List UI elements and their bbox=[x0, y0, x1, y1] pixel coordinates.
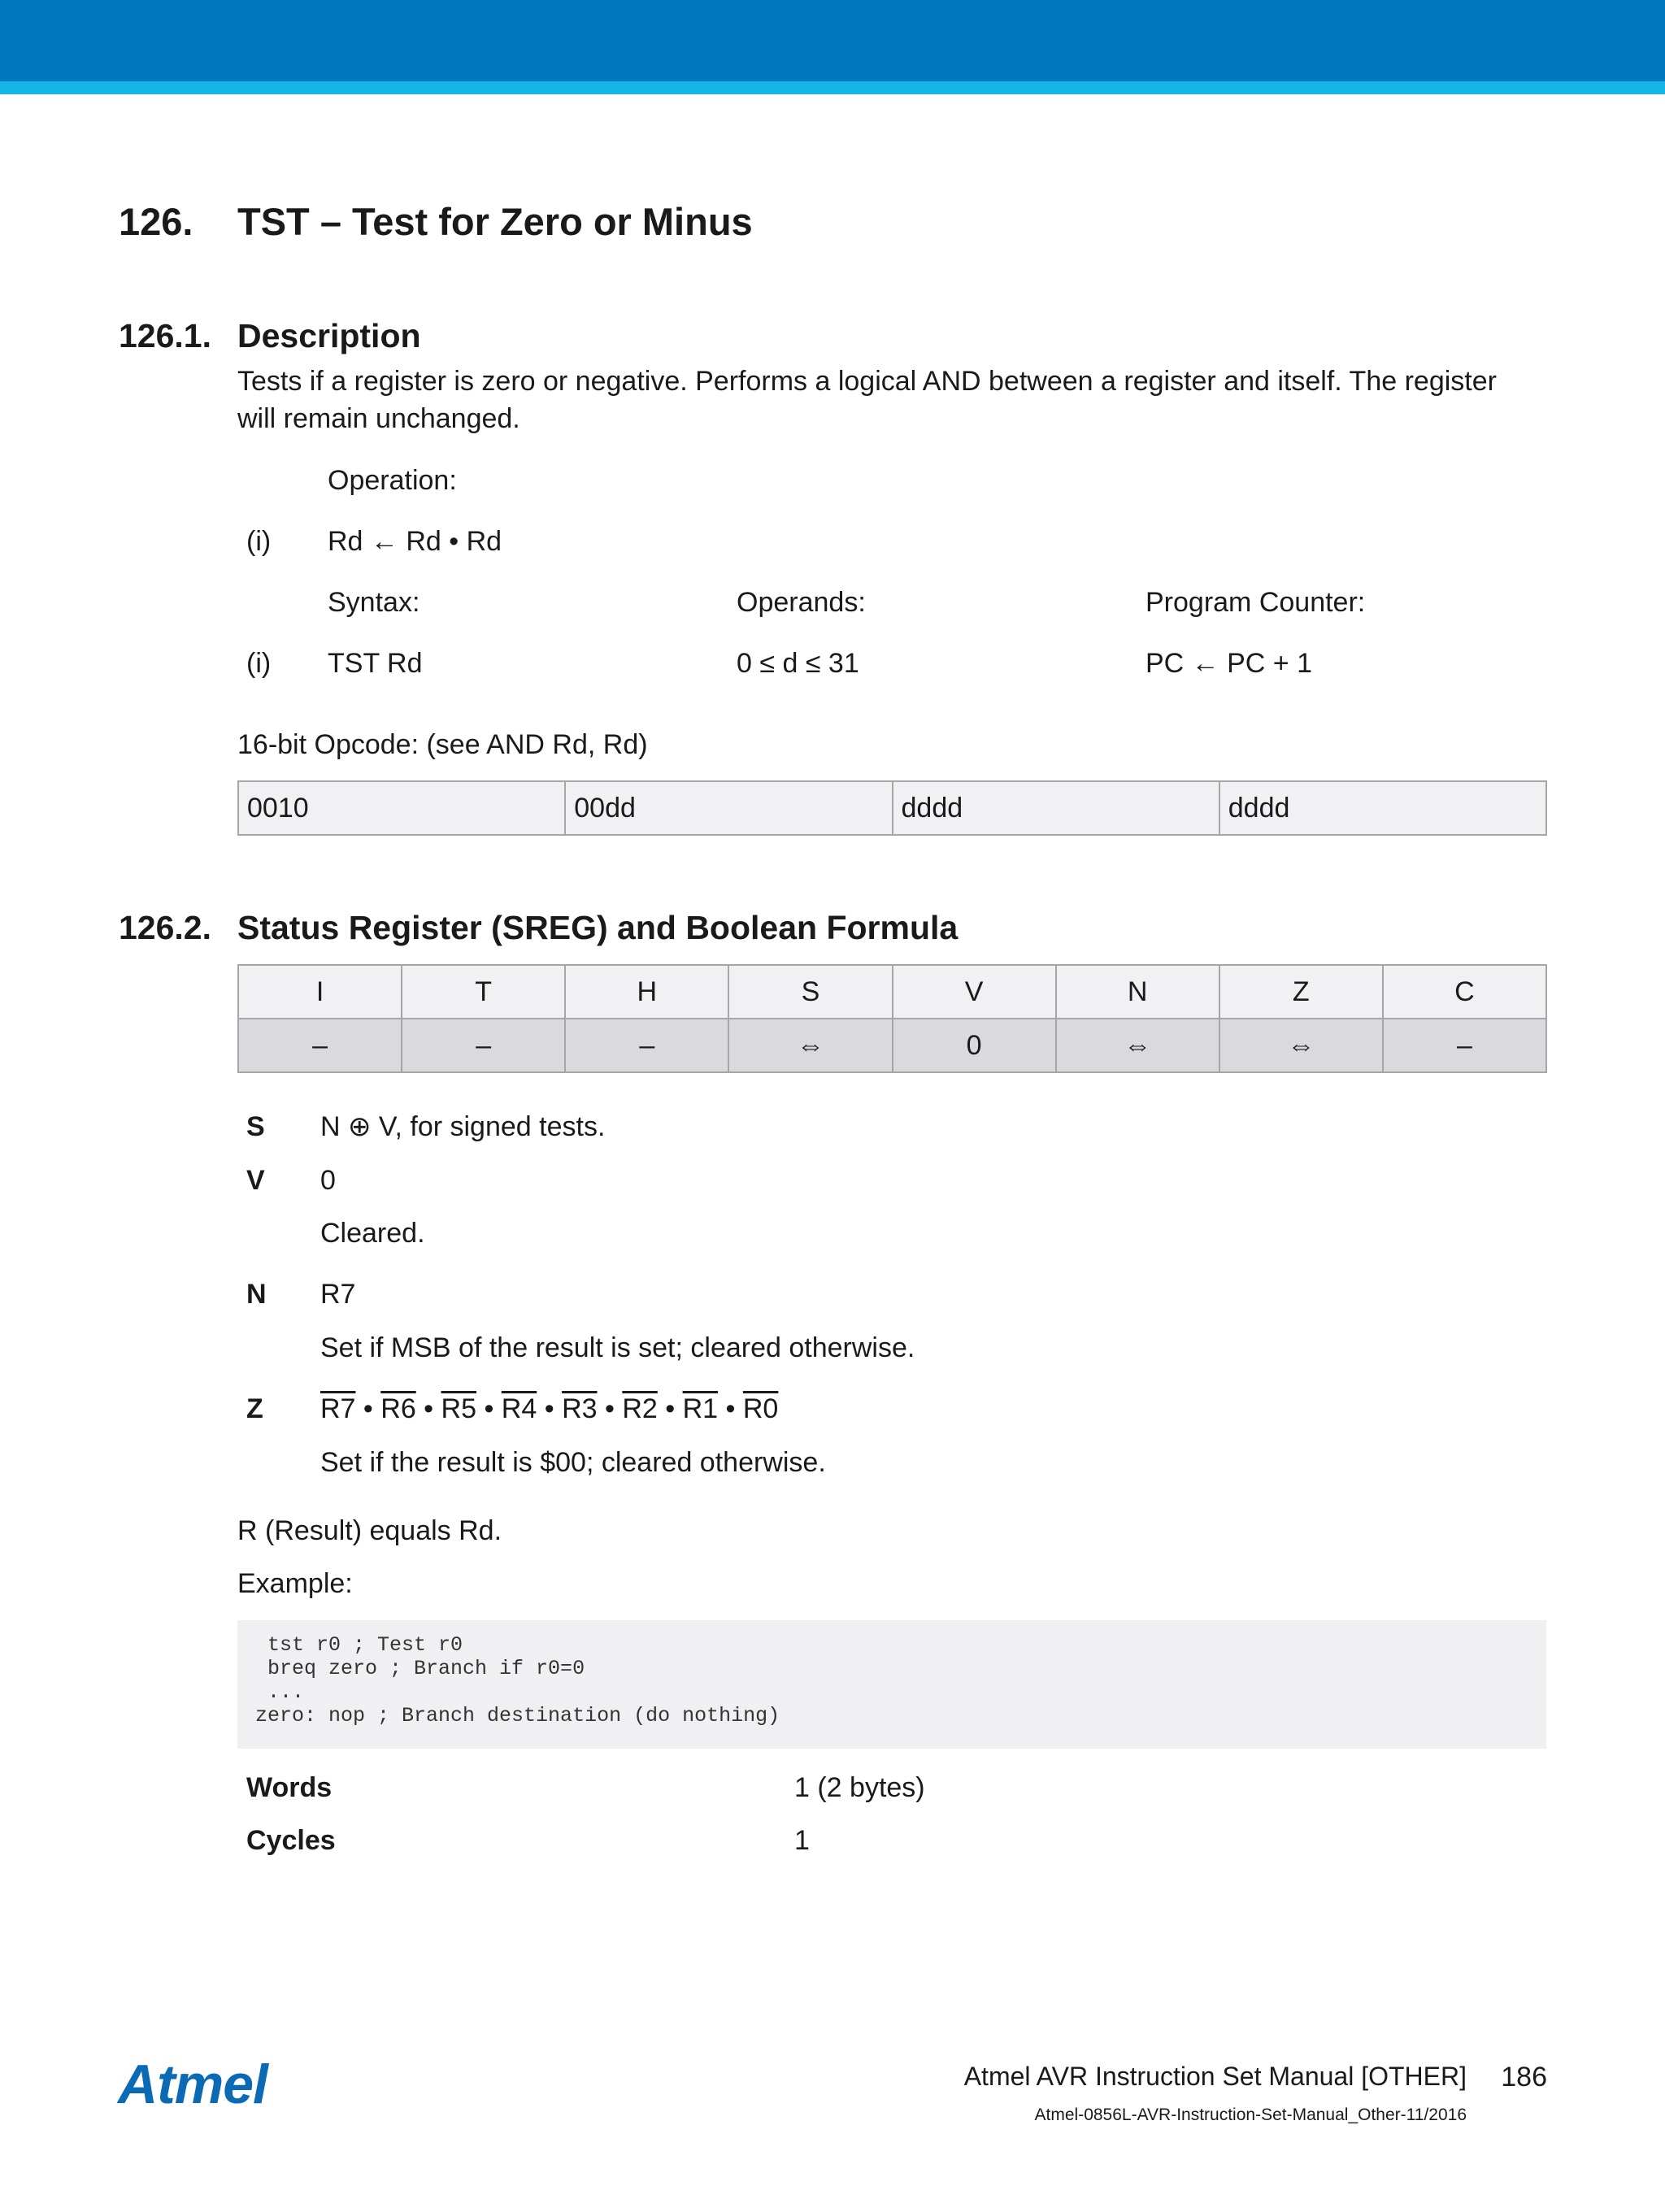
opcode-cell: 00dd bbox=[565, 781, 892, 835]
flag-z-formula bbox=[320, 1390, 778, 1428]
sreg-flag-header: I bbox=[238, 965, 402, 1019]
atmel-logo: Atmel bbox=[118, 2053, 267, 2115]
operation-label: Operation: bbox=[328, 465, 457, 496]
section-number: 126. bbox=[119, 200, 193, 243]
z-term: R3 bbox=[562, 1393, 598, 1424]
cycles-label: Cycles bbox=[246, 1825, 336, 1856]
sreg-flag-header: V bbox=[893, 965, 1056, 1019]
z-separator: • bbox=[537, 1393, 563, 1424]
flag-s-label: S bbox=[246, 1111, 265, 1142]
footer-page-number: 186 bbox=[1501, 2062, 1547, 2092]
sreg-flag-value: – bbox=[565, 1019, 728, 1072]
description-text-line1: Tests if a register is zero or negative. Performs a logical AND between a register and itself. The register bbox=[237, 366, 1497, 397]
opcode-cell: 0010 bbox=[238, 781, 565, 835]
z-separator: • bbox=[718, 1393, 743, 1424]
sreg-flag-header: N bbox=[1056, 965, 1219, 1019]
header-stripe bbox=[0, 81, 1665, 94]
z-separator: • bbox=[597, 1393, 623, 1424]
z-term: R4 bbox=[501, 1393, 537, 1424]
operation-index: (i) bbox=[246, 526, 272, 557]
flag-v-description: Cleared. bbox=[320, 1218, 425, 1249]
opcode-table bbox=[237, 780, 1547, 836]
code-example bbox=[255, 1633, 780, 1727]
z-term: R7 bbox=[320, 1393, 356, 1424]
sreg-flag-header: S bbox=[728, 965, 892, 1019]
syntax-index: (i) bbox=[246, 648, 272, 679]
code-line: zero: nop ; Branch destination (do nothing) bbox=[255, 1704, 780, 1727]
sreg-heading: Status Register (SREG) and Boolean Formula bbox=[237, 909, 959, 946]
sreg-flag-value: ⇔ bbox=[1056, 1019, 1219, 1072]
description-heading: Description bbox=[237, 317, 421, 354]
sreg-flag-value: 0 bbox=[893, 1019, 1056, 1072]
z-term: R2 bbox=[622, 1393, 658, 1424]
code-line: tst r0 ; Test r0 bbox=[255, 1633, 463, 1657]
code-line: breq zero ; Branch if r0=0 bbox=[255, 1657, 585, 1680]
opcode-cell: dddd bbox=[893, 781, 1219, 835]
z-term: R5 bbox=[441, 1393, 476, 1424]
z-separator: • bbox=[657, 1393, 683, 1424]
z-term: R6 bbox=[380, 1393, 416, 1424]
section-title: TST – Test for Zero or Minus bbox=[237, 200, 753, 243]
z-separator: • bbox=[476, 1393, 502, 1424]
sreg-flag-header: T bbox=[402, 965, 565, 1019]
sreg-flag-header: Z bbox=[1219, 965, 1383, 1019]
footer-doc-id: Atmel-0856L-AVR-Instruction-Set-Manual_Other-11/2016 bbox=[1034, 2106, 1467, 2124]
z-separator: • bbox=[415, 1393, 441, 1424]
code-example-block bbox=[237, 1620, 1546, 1749]
description-number: 126.1. bbox=[119, 317, 211, 354]
sreg-flag-header: H bbox=[565, 965, 728, 1019]
flag-n-label: N bbox=[246, 1279, 267, 1310]
flag-v-formula: 0 bbox=[320, 1165, 336, 1196]
z-term: R0 bbox=[742, 1393, 779, 1424]
operands-label: Operands: bbox=[737, 587, 866, 618]
flag-v-label: V bbox=[246, 1165, 265, 1196]
program-counter-value: PC ← PC + 1 bbox=[1146, 648, 1313, 679]
cycles-value: 1 bbox=[794, 1825, 810, 1856]
syntax-label: Syntax: bbox=[328, 587, 420, 618]
sreg-flag-value: ⇔ bbox=[728, 1019, 892, 1072]
words-label: Words bbox=[246, 1772, 333, 1803]
program-counter-label: Program Counter: bbox=[1146, 587, 1366, 618]
sreg-flag-value: – bbox=[402, 1019, 565, 1072]
code-line: ... bbox=[255, 1680, 305, 1704]
sreg-flag-value: – bbox=[1383, 1019, 1546, 1072]
result-note: R (Result) equals Rd. bbox=[237, 1515, 502, 1546]
example-label: Example: bbox=[237, 1568, 353, 1599]
flag-n-formula: R7 bbox=[320, 1279, 356, 1310]
sreg-flag-value: ⇔ bbox=[1219, 1019, 1383, 1072]
opcode-cell: dddd bbox=[1219, 781, 1546, 835]
header-bar bbox=[0, 0, 1665, 81]
z-separator: • bbox=[355, 1393, 381, 1424]
flag-n-description: Set if MSB of the result is set; cleared otherwise. bbox=[320, 1332, 915, 1363]
footer-manual-title: Atmel AVR Instruction Set Manual [OTHER] bbox=[963, 2062, 1467, 2091]
sreg-table bbox=[237, 964, 1547, 1073]
flag-z-label: Z bbox=[246, 1393, 263, 1424]
sreg-flag-value: – bbox=[238, 1019, 402, 1072]
syntax-value: TST Rd bbox=[328, 648, 423, 679]
opcode-label: 16-bit Opcode: (see AND Rd, Rd) bbox=[237, 729, 648, 760]
sreg-flag-header: C bbox=[1383, 965, 1546, 1019]
operands-value: 0 ≤ d ≤ 31 bbox=[737, 648, 859, 679]
flag-z-description: Set if the result is $00; cleared otherwise. bbox=[320, 1447, 826, 1478]
description-text-line2: will remain unchanged. bbox=[237, 403, 520, 434]
flag-s-formula: N ⊕ V, for signed tests. bbox=[320, 1111, 606, 1142]
words-value: 1 (2 bytes) bbox=[794, 1772, 925, 1803]
sreg-number: 126.2. bbox=[119, 909, 211, 946]
operation-formula: Rd ← Rd • Rd bbox=[328, 526, 502, 557]
z-term: R1 bbox=[682, 1393, 719, 1424]
